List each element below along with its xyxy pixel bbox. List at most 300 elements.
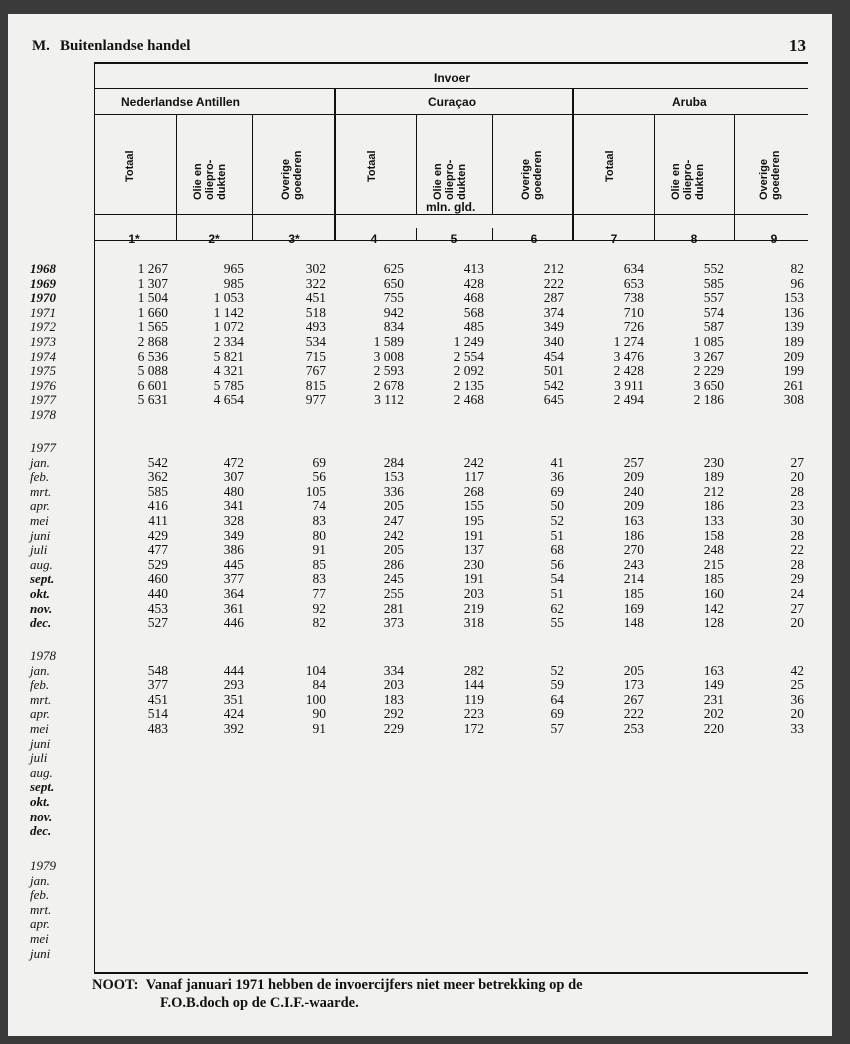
table-cell: 57 (550, 721, 564, 736)
table-cell: 69 (550, 706, 564, 722)
table-cell: 100 (305, 691, 326, 707)
table-cell: 36 (790, 691, 804, 707)
table-cell: 223 (463, 706, 484, 722)
table-cell: 5 088 (137, 363, 168, 379)
table-cell: 645 (543, 392, 564, 408)
table-cell: 247 (383, 513, 404, 528)
col-divider-7 (654, 114, 655, 240)
table-cell: 186 (703, 498, 724, 514)
table-cell: 41 (550, 454, 564, 470)
table-cell: 33 (790, 721, 804, 736)
table-cell: 240 (623, 483, 644, 499)
table-cell: 222 (623, 706, 644, 722)
table-cell: 715 (305, 348, 326, 364)
colnum-tick (492, 228, 493, 240)
table-cell: 117 (464, 469, 484, 485)
table-cell: 518 (305, 304, 326, 320)
footnote (92, 976, 583, 1012)
table-cell: 2 468 (453, 392, 484, 408)
table-cell: 158 (703, 527, 724, 543)
table-cell: 59 (550, 677, 564, 693)
table-cell: 767 (305, 363, 326, 379)
table-cell: 22 (790, 542, 804, 558)
table-cell: 625 (383, 261, 404, 276)
table-cell: 362 (147, 469, 168, 485)
row-label-year: 1978 (30, 648, 56, 663)
table-cell: 163 (703, 662, 724, 678)
row-label-month: feb. (30, 677, 50, 693)
table-cell: 20 (790, 615, 804, 631)
table-cell: 282 (463, 662, 484, 678)
table-cell: 834 (383, 319, 404, 335)
col-divider-4 (416, 114, 417, 214)
row-label-month: nov. (30, 600, 53, 616)
table-cell: 307 (223, 469, 244, 485)
table-cell: 205 (383, 498, 404, 514)
row-label-month: sept. (30, 571, 55, 587)
row-label-month: apr. (30, 498, 50, 514)
table-cell: 52 (550, 513, 564, 528)
table-cell: 153 (783, 290, 804, 306)
group-nederlandse-antillen: Nederlandse Antillen (121, 95, 240, 109)
table-cell: 191 (463, 571, 484, 587)
table-cell: 5 785 (213, 377, 244, 393)
table-cell: 128 (703, 615, 724, 631)
row-label-year: 1975 (30, 363, 56, 379)
table-cell: 529 (147, 556, 168, 572)
table-cell: 2 229 (693, 363, 724, 379)
row-label-month: dec. (30, 615, 52, 631)
table-cell: 80 (312, 527, 326, 543)
table-cell: 5 821 (213, 348, 244, 364)
table-cell: 119 (464, 691, 484, 707)
table-cell: 55 (550, 615, 564, 631)
table-cell: 96 (790, 275, 804, 291)
table-cell: 334 (383, 662, 404, 678)
table-cell: 287 (543, 290, 564, 306)
group-curacao: Curaçao (428, 95, 477, 109)
table-cell: 189 (783, 334, 804, 349)
row-label-month: feb. (30, 887, 50, 903)
table-cell: 51 (550, 527, 564, 543)
table-cell: 1 053 (213, 290, 244, 306)
col-number-2: 2* (208, 232, 220, 246)
table-cell: 83 (312, 571, 326, 587)
table-cell: 231 (703, 691, 724, 707)
table-cell: 173 (623, 677, 644, 693)
table-cell: 3 008 (373, 348, 404, 364)
table-cell: 527 (147, 615, 168, 631)
table-cell: 220 (703, 721, 724, 736)
header-rule (94, 214, 808, 215)
table-cell: 364 (223, 586, 244, 601)
table-cell: 253 (623, 721, 644, 736)
table-cell: 148 (623, 615, 644, 631)
table-cell: 2 135 (453, 377, 484, 393)
table-cell: 199 (783, 363, 804, 379)
table-cell: 653 (623, 275, 644, 291)
row-label-year: 1968 (30, 261, 56, 276)
table-cell: 142 (703, 600, 724, 616)
table-cell: 91 (312, 721, 326, 736)
table-cell: 1 267 (137, 261, 168, 276)
table-cell: 209 (623, 469, 644, 485)
table-cell: 1 249 (453, 334, 484, 349)
table-cell: 51 (550, 586, 564, 601)
table-cell: 977 (305, 392, 326, 408)
table-cell: 281 (383, 600, 404, 616)
table-cell: 585 (147, 483, 168, 499)
table-cell: 445 (223, 556, 244, 572)
table-cell: 2 092 (453, 363, 484, 379)
invoer-heading: Invoer (434, 71, 471, 85)
table-cell: 144 (463, 677, 484, 693)
table-cell: 2 494 (613, 392, 644, 408)
table-cell: 1 660 (137, 304, 168, 320)
unit-label: mln. gld. (426, 200, 476, 214)
table-cell: 1 589 (373, 334, 404, 349)
table-cell: 514 (147, 706, 168, 722)
table-cell: 454 (543, 348, 564, 364)
row-label-month: nov. (30, 808, 53, 824)
table-cell: 139 (783, 319, 804, 335)
table-cell: 270 (623, 542, 644, 558)
table-cell: 493 (305, 319, 326, 335)
table-cell: 416 (147, 498, 168, 514)
table-cell: 2 554 (453, 348, 484, 364)
table-cell: 2 334 (213, 334, 244, 349)
col-2-header: Olie en oliepro- dukten (192, 159, 228, 200)
table-cell: 64 (550, 691, 564, 707)
table-cell: 1 085 (693, 334, 724, 349)
row-label-year: 1977 (30, 392, 56, 408)
table-cell: 386 (223, 542, 244, 558)
table-cell: 480 (223, 483, 244, 499)
table-cell: 446 (223, 615, 244, 631)
table-cell: 587 (703, 319, 724, 335)
table-cell: 195 (463, 513, 484, 528)
table-cell: 292 (383, 706, 404, 722)
table-cell: 27 (790, 454, 804, 470)
table-cell: 351 (223, 691, 244, 707)
row-label-month: mei (30, 513, 49, 528)
row-label-month: sept. (30, 779, 55, 795)
col-number-8: 8 (690, 232, 698, 246)
table-bottom-rule (94, 972, 808, 974)
table-cell: 2 186 (693, 392, 724, 408)
row-label-year: 1976 (30, 377, 56, 393)
table-cell: 542 (543, 377, 564, 393)
table-cell: 69 (312, 454, 326, 470)
table-cell: 308 (783, 392, 804, 408)
col-number-6: 6 (530, 232, 538, 246)
table-cell: 137 (463, 542, 484, 558)
table-cell: 377 (223, 571, 244, 587)
table-cell: 429 (147, 527, 168, 543)
table-cell: 104 (305, 662, 326, 678)
table-cell: 413 (463, 261, 484, 276)
table-cell: 230 (703, 454, 724, 470)
table-cell: 185 (623, 586, 644, 601)
table-cell: 212 (543, 261, 564, 276)
row-label-month: aug. (30, 556, 53, 572)
table-cell: 85 (312, 556, 326, 572)
table-cell: 56 (312, 469, 326, 485)
table-cell: 169 (623, 600, 644, 616)
table-cell: 205 (623, 662, 644, 678)
row-label-month: jan. (30, 662, 50, 678)
table-cell: 30 (790, 513, 804, 528)
table-cell: 650 (383, 275, 404, 291)
table-cell: 574 (703, 304, 724, 320)
table-cell: 377 (147, 677, 168, 693)
table-cell: 710 (623, 304, 644, 320)
document-page (8, 14, 832, 1036)
table-cell: 4 321 (213, 363, 244, 379)
table-cell: 23 (790, 498, 804, 514)
group-rule-aru (574, 114, 808, 115)
table-cell: 133 (703, 513, 724, 528)
table-cell: 6 601 (137, 377, 168, 393)
table-cell: 68 (550, 542, 564, 558)
table-cell: 185 (703, 571, 724, 587)
table-cell: 82 (312, 615, 326, 631)
table-cell: 3 112 (374, 392, 404, 408)
col-3-header: Overige goederen (280, 150, 304, 200)
table-cell: 361 (223, 600, 244, 616)
table-cell: 483 (147, 721, 168, 736)
table-cell: 186 (623, 527, 644, 543)
table-cell: 268 (463, 483, 484, 499)
table-cell: 153 (383, 469, 404, 485)
table-cell: 557 (703, 290, 724, 306)
table-cell: 392 (223, 721, 244, 736)
table-cell: 2 593 (373, 363, 404, 379)
table-cell: 815 (305, 377, 326, 393)
table-cell: 552 (703, 261, 724, 276)
row-label-year: 1972 (30, 319, 56, 335)
table-cell: 191 (463, 527, 484, 543)
table-cell: 468 (463, 290, 484, 306)
group-divider-1 (334, 88, 336, 240)
table-cell: 485 (463, 319, 484, 335)
table-cell: 163 (623, 513, 644, 528)
table-cell: 243 (623, 556, 644, 572)
table-cell: 202 (703, 706, 724, 722)
table-cell: 42 (790, 662, 804, 678)
col-1-header: Totaal (124, 150, 136, 182)
col-4-header: Totaal (366, 150, 378, 182)
table-cell: 965 (223, 261, 244, 276)
table-cell: 203 (383, 677, 404, 693)
table-cell: 548 (147, 662, 168, 678)
table-cell: 172 (463, 721, 484, 736)
table-cell: 451 (305, 290, 326, 306)
table-cell: 2 428 (613, 363, 644, 379)
table-cell: 245 (383, 571, 404, 587)
row-label-year: 1978 (30, 407, 56, 422)
table-cell: 261 (783, 377, 804, 393)
col-number-5: 5 (450, 232, 458, 246)
col-divider-8 (734, 114, 735, 240)
row-label-month: juli (30, 750, 48, 766)
table-cell: 29 (790, 571, 804, 587)
col-number-4: 4 (370, 232, 378, 246)
table-cell: 284 (383, 454, 404, 470)
table-cell: 214 (623, 571, 644, 587)
table-cell: 219 (463, 600, 484, 616)
colnum-tick (176, 228, 177, 240)
table-cell: 257 (623, 454, 644, 470)
table-cell: 349 (543, 319, 564, 335)
col-divider-5 (492, 114, 493, 214)
table-cell: 242 (383, 527, 404, 543)
table-cell: 149 (703, 677, 724, 693)
table-cell: 25 (790, 677, 804, 693)
table-cell: 1 142 (213, 304, 244, 320)
table-cell: 52 (550, 662, 564, 678)
col-number-7: 7 (610, 232, 618, 246)
section-letter: M. (32, 38, 50, 54)
group-aruba: Aruba (672, 95, 707, 109)
table-cell: 212 (703, 483, 724, 499)
table-cell: 477 (147, 542, 168, 558)
table-cell: 293 (223, 677, 244, 693)
table-cell: 24 (790, 586, 804, 601)
table-cell: 28 (790, 483, 804, 499)
row-label-year: 1977 (30, 440, 56, 455)
row-label-month: aug. (30, 764, 53, 780)
table-cell: 302 (305, 261, 326, 276)
table-cell: 28 (790, 556, 804, 572)
row-label-month: mrt. (30, 691, 52, 707)
table-cell: 3 476 (613, 348, 644, 364)
table-cell: 20 (790, 706, 804, 722)
table-cell: 374 (543, 304, 564, 320)
table-cell: 84 (312, 677, 326, 693)
row-label-month: mei (30, 931, 49, 946)
table-cell: 136 (783, 304, 804, 320)
row-label-month: juli (30, 542, 48, 558)
row-label-year: 1971 (30, 304, 56, 320)
table-cell: 440 (147, 586, 168, 601)
col-number-1: 1* (128, 232, 140, 246)
table-cell: 1 565 (137, 319, 168, 335)
table-cell: 328 (223, 513, 244, 528)
row-label-month: juni (30, 735, 51, 751)
table-cell: 50 (550, 498, 564, 514)
table-cell: 1 072 (213, 319, 244, 335)
table-cell: 77 (312, 586, 326, 601)
row-label-month: apr. (30, 916, 50, 932)
row-label-month: juni (30, 945, 51, 961)
table-cell: 105 (305, 483, 326, 499)
table-cell: 229 (383, 721, 404, 736)
table-cell: 205 (383, 542, 404, 558)
table-cell: 92 (312, 600, 326, 616)
table-cell: 1 274 (613, 334, 644, 349)
table-cell: 755 (383, 290, 404, 306)
table-cell: 222 (543, 275, 564, 291)
table-cell: 5 631 (137, 392, 168, 408)
col-divider-2 (252, 114, 253, 240)
table-cell: 460 (147, 571, 168, 587)
row-label-month: apr. (30, 706, 50, 722)
table-cell: 155 (463, 498, 484, 514)
table-cell: 36 (550, 469, 564, 485)
left-table-border (94, 62, 95, 972)
table-cell: 444 (223, 662, 244, 678)
col-5-header: Olie en oliepro- dukten (432, 159, 468, 200)
table-cell: 183 (383, 691, 404, 707)
table-cell: 542 (147, 454, 168, 470)
row-label-month: mei (30, 721, 49, 736)
table-cell: 985 (223, 275, 244, 291)
table-cell: 726 (623, 319, 644, 335)
table-cell: 451 (147, 691, 168, 707)
table-cell: 424 (223, 706, 244, 722)
table-cell: 62 (550, 600, 564, 616)
note-line-1: Vanaf januari 1971 hebben de invoercijfers niet meer betrekking op de (145, 977, 583, 993)
table-cell: 160 (703, 586, 724, 601)
table-cell: 203 (463, 586, 484, 601)
table-top-rule (94, 62, 808, 64)
page-number: 13 (789, 36, 806, 55)
table-cell: 373 (383, 615, 404, 631)
row-label-month: dec. (30, 823, 52, 839)
table-cell: 1 307 (137, 275, 168, 291)
table-cell: 27 (790, 600, 804, 616)
table-cell: 2 678 (373, 377, 404, 393)
table-cell: 209 (783, 348, 804, 364)
col-divider-1 (176, 114, 177, 240)
table-cell: 411 (148, 513, 168, 528)
table-cell: 267 (623, 691, 644, 707)
row-label-month: okt. (30, 586, 50, 601)
table-cell: 215 (703, 556, 724, 572)
row-label-year: 1974 (30, 348, 56, 364)
table-cell: 255 (383, 586, 404, 601)
table-cell: 585 (703, 275, 724, 291)
group-rule-cur (336, 114, 572, 115)
row-label-year: 1970 (30, 290, 56, 306)
table-cell: 942 (383, 304, 404, 320)
table-cell: 349 (223, 527, 244, 543)
table-cell: 4 654 (213, 392, 244, 408)
row-label-year: 1969 (30, 275, 56, 291)
row-label-month: mrt. (30, 483, 52, 499)
table-cell: 54 (550, 571, 564, 587)
table-cell: 209 (623, 498, 644, 514)
table-cell: 472 (223, 454, 244, 470)
row-label-month: jan. (30, 872, 50, 888)
col-9-header: Overige goederen (758, 150, 782, 200)
row-label-month: mrt. (30, 901, 52, 917)
table-cell: 69 (550, 483, 564, 499)
row-label-month: jan. (30, 454, 50, 470)
row-label-month: juni (30, 527, 51, 543)
table-cell: 286 (383, 556, 404, 572)
table-cell: 336 (383, 483, 404, 499)
table-cell: 20 (790, 469, 804, 485)
table-cell: 56 (550, 556, 564, 572)
table-cell: 28 (790, 527, 804, 543)
table-cell: 91 (312, 542, 326, 558)
table-cell: 453 (147, 600, 168, 616)
table-cell: 3 650 (693, 377, 724, 393)
col-number-3: 3* (288, 232, 300, 246)
table-cell: 738 (623, 290, 644, 306)
